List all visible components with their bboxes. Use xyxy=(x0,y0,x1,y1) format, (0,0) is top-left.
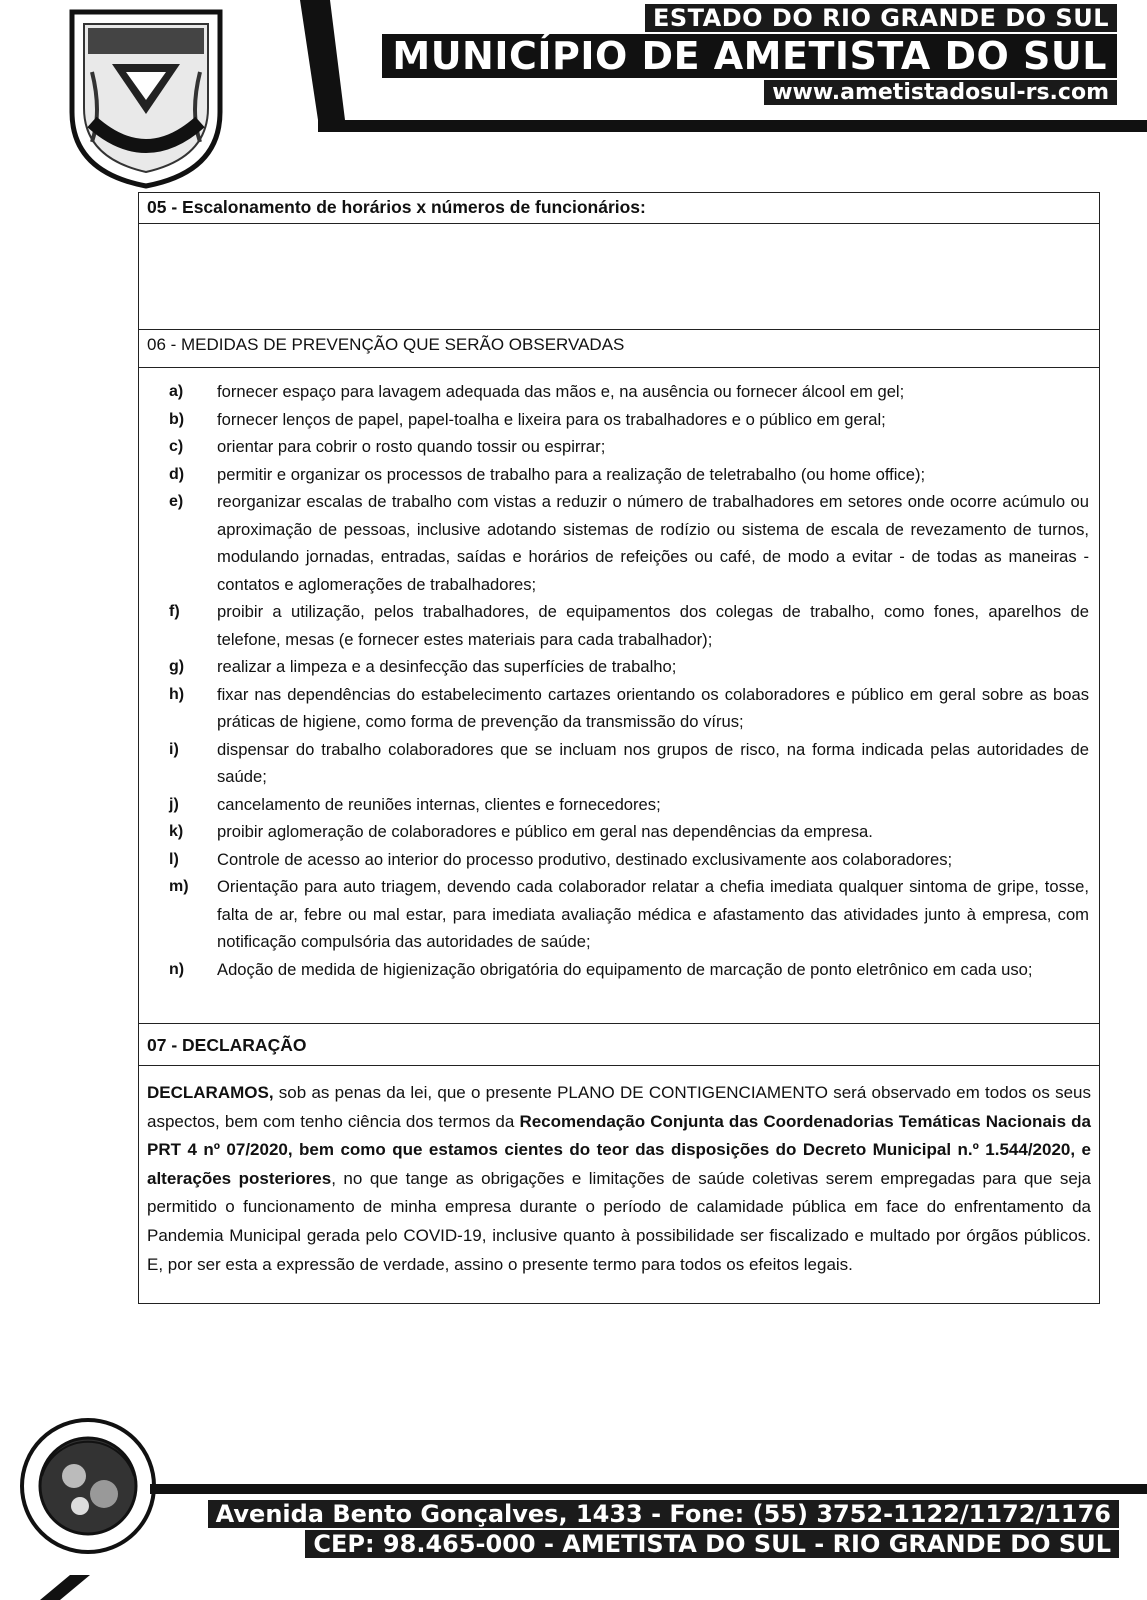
section-5-title: 05 - Escalonamento de horários x números de funcionários: xyxy=(147,197,646,217)
list-item-label: a) xyxy=(169,383,184,400)
list-item-label: n) xyxy=(169,960,185,978)
list-item-label: f) xyxy=(169,603,180,620)
state-name: ESTADO DO RIO GRANDE DO SUL xyxy=(645,4,1117,32)
list-item-label: i) xyxy=(169,740,179,758)
list-item xyxy=(169,598,1089,653)
list-item xyxy=(169,378,1089,406)
page-header xyxy=(0,0,1147,130)
list-item xyxy=(169,461,1089,489)
list-item-text: fornecer lenços de papel, papel-toalha e lixeira para os trabalhadores e o público em geral; xyxy=(217,409,886,429)
list-item-text: Controle de acesso ao interior do processo produtivo, destinado exclusivamente aos colaboradores; xyxy=(217,849,953,869)
header-title-block xyxy=(382,4,1117,105)
footer-rule xyxy=(150,1484,1147,1494)
list-item xyxy=(169,406,1089,434)
list-item xyxy=(169,681,1089,736)
list-item-text: dispensar do trabalho colaboradores que se incluam nos grupos de risco, na forma indicada pelas autoridades de saúde; xyxy=(217,739,1089,786)
footer-cep: CEP: 98.465-000 - AMETISTA DO SUL - RIO GRANDE DO SUL xyxy=(305,1530,1119,1558)
header-rule xyxy=(318,120,1147,132)
divider xyxy=(139,367,1099,368)
footer-address-block xyxy=(208,1500,1119,1558)
list-item-text: orientar para cobrir o rosto quando tossir ou espirrar; xyxy=(217,437,606,456)
list-item-label: k) xyxy=(169,823,184,840)
list-item xyxy=(169,433,1089,461)
section-7-title: 07 - DECLARAÇÃO xyxy=(147,1035,307,1055)
form-box xyxy=(138,192,1100,1304)
divider xyxy=(139,1065,1099,1066)
website-text: www.ametistadosul-rs.com xyxy=(764,80,1117,105)
footer-address: Avenida Bento Gonçalves, 1433 - Fone: (55) 3752-1122/1172/1176 xyxy=(208,1500,1119,1528)
list-item-text: proibir a utilização, pelos trabalhadores, de equipamentos dos colegas de trabalho, como fones, aparelhos de telefone, mesas (e fornecer estes materiais para cada trabalhador); xyxy=(217,602,1089,649)
list-item-text: Orientação para auto triagem, devendo cada colaborador relatar a chefia imediata qualquer sintoma de gripe, tosse, falta de ar, febre ou mal estar, para imediata avaliação médica e afastamento das atividades junto à empresa, com notificação compulsória das autoridades de saúde; xyxy=(217,877,1089,951)
list-item-text: proibir aglomeração de colaboradores e público em geral nas dependências da empresa. xyxy=(217,822,873,841)
list-item-label: b) xyxy=(169,410,185,428)
list-item-label: c) xyxy=(169,438,184,455)
list-item-label: m) xyxy=(169,878,189,895)
list-item xyxy=(169,653,1089,681)
declaration-part-1: sob as penas da lei, que o presente PLANO DE CONTIGENCIAMENTO será observado em todos os seus aspectos, bem com tenho ciência dos termos da xyxy=(147,1083,1091,1131)
list-item-label: g) xyxy=(169,658,185,675)
declaration-text xyxy=(147,1079,1091,1279)
declaration-part-2: , no que tange as obrigações e limitações de saúde coletivas serem empregadas para que seja permitido o funcionamento de minha empresa durante o período de calamidade pública em face do enfrentamento da Pandemia Municipal gerada pelo COVID-19, inclusive quanto à possibilidade ser fiscalizado e multado por órgãos públicos. E, por ser esta a expressão de verdade, assino o presente termo para todos os efeitos legais. xyxy=(147,1168,1092,1274)
declaration-lead: DECLARAMOS, xyxy=(147,1083,274,1102)
list-item-label: l) xyxy=(169,850,179,868)
list-item xyxy=(169,818,1089,846)
list-item-label: d) xyxy=(169,465,185,483)
list-item-label: j) xyxy=(169,795,179,813)
list-item-text: cancelamento de reuniões internas, clientes e fornecedores; xyxy=(217,794,661,814)
declaration-reference: Recomendação Conjunta das Coordenadorias Temáticas Nacionais da PRT 4 nº 07/2020, bem como que estamos cientes do teor das disposições do Decreto Municipal n.º 1.544/2020, e alterações posteriores xyxy=(147,1111,1092,1188)
list-item xyxy=(169,488,1089,598)
list-item-text: fornecer espaço para lavagem adequada das mãos e, na ausência ou fornecer álcool em gel; xyxy=(217,382,905,401)
list-item-text: permitir e organizar os processos de trabalho para a realização de teletrabalho (ou home office); xyxy=(217,464,926,484)
list-item-text: reorganizar escalas de trabalho com vistas a reduzir o número de trabalhadores em setores onde ocorre acúmulo ou aproximação de pessoas, inclusive adotando sistemas de rodízio ou sistema de escala de revezamento de turnos, modulando jornadas, entradas, saídas e horários de refeições ou café, de modo a evitar - de todas as maneiras - contatos e aglomerações de trabalhadores; xyxy=(217,492,1089,594)
municipal-crest-logo xyxy=(62,2,230,190)
list-item-text: Adoção de medida de higienização obrigatória do equipamento de marcação de ponto eletrônico em cada uso; xyxy=(217,959,1033,979)
list-item-label: e) xyxy=(169,493,184,510)
list-item xyxy=(169,736,1089,791)
list-item-label: h) xyxy=(169,685,185,703)
footer-seal-logo xyxy=(18,1416,158,1556)
divider xyxy=(139,1023,1099,1024)
list-item xyxy=(169,846,1089,874)
list-item xyxy=(169,791,1089,819)
divider xyxy=(139,223,1099,224)
list-item xyxy=(169,956,1089,984)
divider xyxy=(139,329,1099,330)
section-6-title: 06 - MEDIDAS DE PREVENÇÃO QUE SERÃO OBSERVADAS xyxy=(147,335,625,354)
list-item xyxy=(169,873,1089,956)
list-item-text: realizar a limpeza e a desinfecção das superfícies de trabalho; xyxy=(217,657,677,676)
list-item-text: fixar nas dependências do estabelecimento cartazes orientando os colaboradores e público em geral sobre as boas práticas de higiene, como forma de prevenção da transmissão do vírus; xyxy=(217,684,1089,731)
municipality-name: MUNICÍPIO DE AMETISTA DO SUL xyxy=(382,34,1117,78)
prevention-measures-list xyxy=(169,378,1089,983)
